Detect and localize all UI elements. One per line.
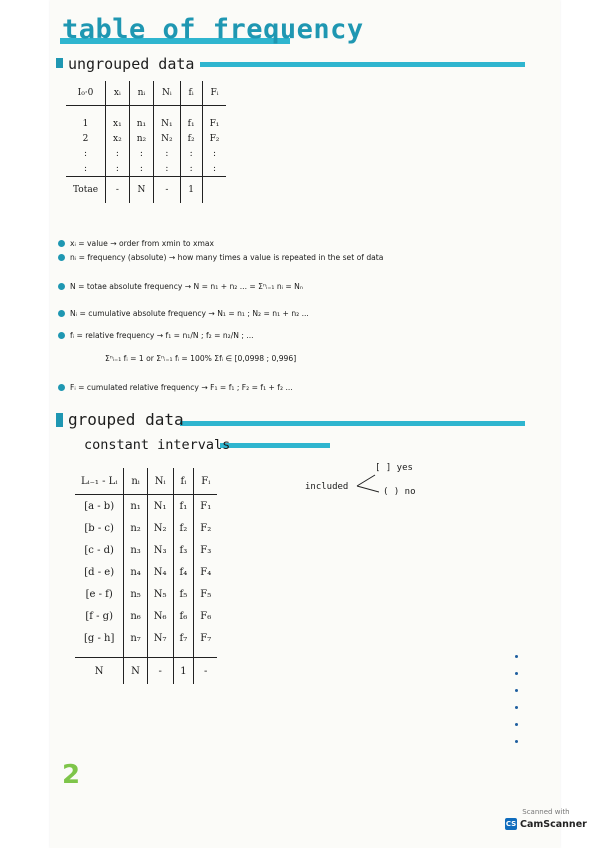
table-cell: N₁: [147, 495, 173, 518]
table-cell: [a - b): [84, 500, 115, 512]
table-cell: n₁: [129, 116, 153, 131]
table-cell: :: [180, 146, 202, 161]
table-row: [66, 116, 226, 131]
table-cell: n₇: [124, 627, 147, 649]
table-cell: :: [106, 161, 130, 177]
page-number: 2: [62, 760, 81, 790]
table-cell: -: [147, 658, 173, 685]
table-header-cell: fᵢ: [173, 468, 194, 495]
table-cell: f₆: [173, 605, 194, 627]
table-cell: x₁: [106, 116, 130, 131]
scanner-watermark: [505, 808, 587, 830]
table-cell: n₂: [124, 517, 147, 539]
bullet-icon: [58, 332, 65, 339]
note-text: Nᵢ = cumulative absolute frequency → N₁ = n₁ ; N₂ = n₁ + n₂ ...: [70, 309, 309, 318]
table-cell: :: [83, 163, 88, 174]
ungrouped-heading: ungrouped data: [68, 55, 195, 73]
table-cell: f₃: [173, 539, 194, 561]
table-header-cell: I₀·0: [66, 81, 106, 106]
table-cell: F₁: [202, 116, 226, 131]
table-row: [75, 539, 217, 561]
table-cell: [c - d): [84, 544, 114, 556]
table-header-cell: Nᵢ: [147, 468, 173, 495]
subsection-highlight: [220, 443, 330, 448]
table-cell: [g - h]: [83, 632, 115, 644]
table-cell: N₃: [147, 539, 173, 561]
section-marker: [56, 413, 63, 427]
table-cell: N₁: [154, 116, 180, 131]
table-header-row: [75, 468, 217, 495]
section-highlight: [180, 421, 525, 426]
table-cell: -: [154, 177, 180, 204]
note-text: Fᵢ = cumulated relative frequency → F₁ = f₁ ; F₂ = f₁ + f₂ ...: [70, 383, 293, 392]
table-cell: -: [194, 658, 217, 685]
table-cell: f₂: [180, 131, 202, 146]
note-item: [58, 330, 508, 341]
table-cell: :: [154, 146, 180, 161]
table-cell: :: [202, 161, 226, 177]
note-item: [58, 238, 508, 249]
ungrouped-table: [66, 81, 226, 203]
table-row: [75, 517, 217, 539]
note-text: Σⁿᵢ₌₁ fᵢ = 1 or Σⁿᵢ₌₁ fᵢ = 100% Σfᵢ ∈ [0,0998 ; 0,996]: [105, 354, 297, 363]
table-header-cell: Nᵢ: [154, 81, 180, 106]
table-cell: F₂: [194, 517, 217, 539]
table-cell: 1: [173, 658, 194, 685]
scanner-name: CamScanner: [520, 818, 587, 830]
table-cell: F₆: [194, 605, 217, 627]
table-cell: [f - g): [85, 610, 113, 622]
table-cell: n₁: [124, 495, 147, 518]
table-cell: N: [124, 658, 147, 685]
interval-no-label: ( ) no: [383, 487, 416, 497]
bullet-icon: [58, 384, 65, 391]
table-cell: f₁: [180, 116, 202, 131]
note-item: [58, 252, 508, 263]
note-text: fᵢ = relative frequency → f₁ = n₁/N ; f₂ = n₂/N ; ...: [70, 331, 254, 340]
table-header-cell: fᵢ: [180, 81, 202, 106]
table-row: [66, 146, 226, 161]
table-cell: [202, 177, 226, 204]
table-cell: n₂: [129, 131, 153, 146]
table-cell: N: [75, 658, 124, 685]
table-cell: F₅: [194, 583, 217, 605]
table-header-cell: Fᵢ: [202, 81, 226, 106]
table-cell: N: [129, 177, 153, 204]
margin-decoration: [515, 655, 519, 755]
grouped-table: [75, 468, 217, 684]
table-row: [75, 495, 217, 518]
table-cell: [b - c): [84, 522, 114, 534]
page-title: table of frequency: [62, 14, 364, 45]
table-cell: :: [154, 161, 180, 177]
table-cell: n₃: [124, 539, 147, 561]
section-highlight: [200, 62, 525, 67]
table-cell: n₆: [124, 605, 147, 627]
table-row: [66, 131, 226, 146]
table-cell: F₂: [202, 131, 226, 146]
table-cell: n₄: [124, 561, 147, 583]
note-item: [58, 281, 508, 292]
note-item: [58, 382, 508, 393]
table-cell: :: [202, 146, 226, 161]
grouped-heading: grouped data: [68, 410, 184, 429]
table-header-cell: xᵢ: [106, 81, 130, 106]
table-cell: F₁: [194, 495, 217, 518]
table-cell: f₅: [173, 583, 194, 605]
interval-included-label: included: [305, 482, 349, 492]
bullet-icon: [58, 254, 65, 261]
table-cell: [d - e): [84, 566, 115, 578]
table-cell: F₃: [194, 539, 217, 561]
table-cell: N₆: [147, 605, 173, 627]
table-cell: N₅: [147, 583, 173, 605]
note-item: [58, 308, 508, 319]
table-cell: 2: [82, 133, 89, 144]
scanner-caption: Scanned with: [522, 808, 570, 816]
note-text: nᵢ = frequency (absolute) → how many times a value is repeated in the set of data: [70, 253, 384, 262]
table-row: [75, 561, 217, 583]
table-row: [66, 161, 226, 177]
table-row: [75, 583, 217, 605]
table-cell: Totae: [66, 177, 106, 204]
table-cell: N₂: [147, 517, 173, 539]
table-cell: :: [129, 146, 153, 161]
section-marker: [56, 58, 63, 68]
bullet-icon: [58, 240, 65, 247]
table-header-cell: nᵢ: [129, 81, 153, 106]
table-header-row: [66, 81, 226, 106]
table-cell: :: [106, 146, 130, 161]
note-formula: [105, 353, 505, 364]
table-total-row: [66, 177, 226, 204]
table-cell: F₇: [194, 627, 217, 649]
table-cell: x₂: [106, 131, 130, 146]
interval-branch-lines: [355, 472, 379, 496]
table-total-row: [75, 658, 217, 685]
table-cell: N₇: [147, 627, 173, 649]
table-cell: 1: [82, 118, 89, 129]
table-row: [75, 605, 217, 627]
table-cell: f₇: [173, 627, 194, 649]
table-cell: F₄: [194, 561, 217, 583]
bullet-icon: [58, 310, 65, 317]
table-header-cell: Fᵢ: [194, 468, 217, 495]
camscanner-logo-icon: CS: [505, 820, 517, 828]
interval-yes-label: [ ] yes: [375, 463, 413, 473]
table-cell: :: [180, 161, 202, 177]
table-cell: f₁: [173, 495, 194, 518]
table-cell: [e - f): [85, 588, 113, 600]
bullet-icon: [58, 283, 65, 290]
table-cell: 1: [180, 177, 202, 204]
table-header-cell: nᵢ: [124, 468, 147, 495]
table-row: [75, 627, 217, 649]
table-cell: -: [106, 177, 130, 204]
table-cell: f₂: [173, 517, 194, 539]
note-text: xᵢ = value → order from xmin to xmax: [70, 239, 215, 248]
table-cell: N₄: [147, 561, 173, 583]
table-cell: N₂: [154, 131, 180, 146]
note-text: N = totae absolute frequency → N = n₁ + n₂ ... = Σⁿᵢ₌₁ nᵢ = Nₙ: [70, 282, 303, 291]
table-cell: :: [129, 161, 153, 177]
table-cell: :: [83, 148, 88, 159]
table-header-cell: Lᵢ₋₁ - Lᵢ: [75, 468, 124, 495]
table-cell: f₄: [173, 561, 194, 583]
table-cell: n₅: [124, 583, 147, 605]
grouped-subheading: constant intervals: [84, 437, 231, 453]
